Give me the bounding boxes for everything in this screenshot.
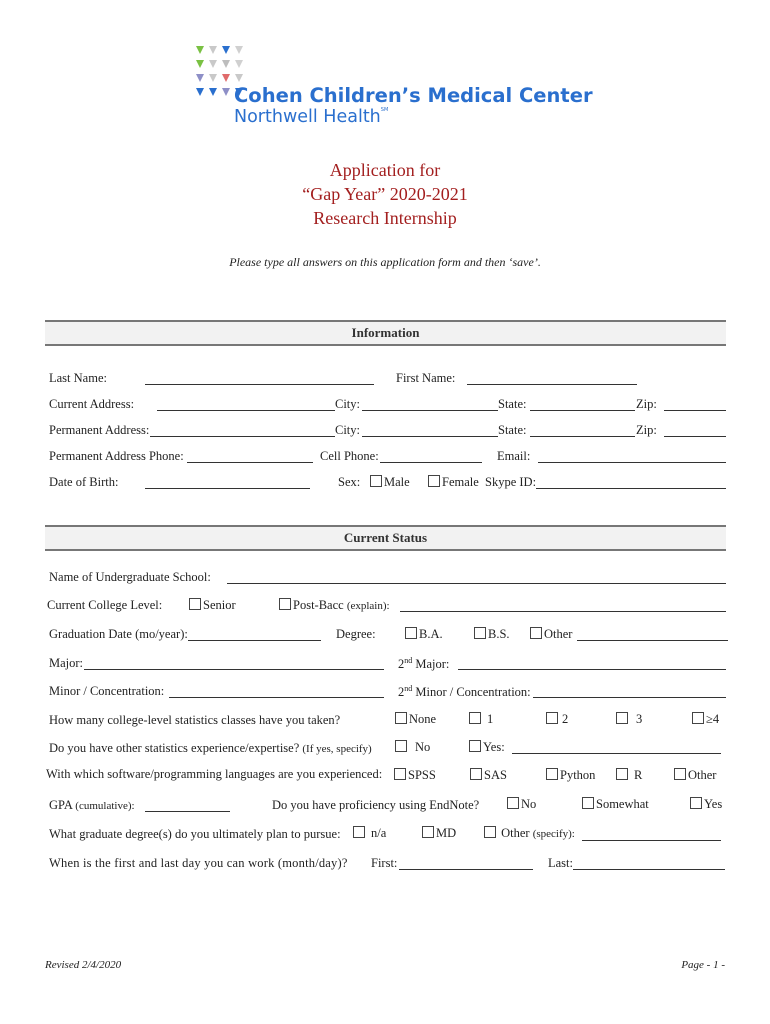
stats-2-label: 2 <box>562 712 569 726</box>
endnote-no-checkbox[interactable] <box>507 797 519 809</box>
stats-1-label: 1 <box>487 712 494 726</box>
software-python-option[interactable] <box>546 768 595 783</box>
major-label: Major: <box>49 656 84 670</box>
skype-label: Skype ID: <box>485 475 537 489</box>
second-major-label <box>398 656 449 672</box>
software-r-label: R <box>634 768 643 782</box>
title-line-3: Research Internship <box>313 208 457 228</box>
minor-label: Minor / Concentration: <box>49 684 165 698</box>
grad-other-note: (specify): <box>532 828 575 840</box>
last-name-label: Last Name: <box>49 371 107 385</box>
endnote-somewhat-checkbox[interactable] <box>582 797 594 809</box>
stats-4-option[interactable] <box>692 712 719 727</box>
title-line-2: “Gap Year” 2020-2021 <box>302 184 468 204</box>
permanent-phone-label: Permanent Address Phone: <box>49 449 184 463</box>
dob-label: Date of Birth: <box>49 475 119 489</box>
logo-name: Cohen Children’s Medical Center <box>234 84 593 107</box>
stats-none-label: None <box>409 712 437 726</box>
endnote-question: Do you have proficiency using EndNote? <box>272 798 480 812</box>
stats-1-checkbox[interactable] <box>469 712 481 724</box>
senior-label: Senior <box>203 598 236 612</box>
degree-other-field[interactable] <box>577 640 728 641</box>
grad-date-field[interactable] <box>188 640 321 641</box>
software-spss-option[interactable] <box>394 768 436 783</box>
grad-other-label: Other <box>501 826 530 840</box>
stats-2-checkbox[interactable] <box>546 712 558 724</box>
software-other-checkbox[interactable] <box>674 768 686 780</box>
software-spss-label: SPSS <box>408 768 436 782</box>
dob-field[interactable] <box>145 488 310 489</box>
software-python-checkbox[interactable] <box>546 768 558 780</box>
degree-ba-label: B.A. <box>419 627 443 641</box>
logo-service-mark: SM <box>380 107 389 113</box>
software-question: With which software/programming languages are you experienced: <box>46 767 383 781</box>
postbacc-option[interactable] <box>279 598 390 613</box>
degree-ba-checkbox[interactable] <box>405 627 417 639</box>
grad-na-label: n/a <box>371 826 387 840</box>
status-header <box>45 525 726 551</box>
experience-no-option[interactable] <box>395 740 430 755</box>
postbacc-label: Post-Bacc <box>293 598 344 612</box>
permanent-phone-field[interactable] <box>187 462 313 463</box>
grad-md-label: MD <box>436 826 457 840</box>
software-r-checkbox[interactable] <box>616 768 628 780</box>
permanent-city-label: City: <box>335 423 361 437</box>
current-city-field[interactable] <box>362 410 498 411</box>
grad-other-checkbox[interactable] <box>484 826 496 838</box>
grad-md-checkbox[interactable] <box>422 826 434 838</box>
current-city-label: City: <box>335 397 361 411</box>
school-label: Name of Undergraduate School: <box>49 570 211 584</box>
senior-checkbox[interactable] <box>189 598 201 610</box>
experience-yes-label: Yes: <box>483 740 505 754</box>
software-other-option[interactable] <box>674 768 716 783</box>
experience-question-text: Do you have other statistics experience/expertise? <box>49 741 300 755</box>
permanent-state-field[interactable] <box>530 436 635 437</box>
permanent-address-label: Permanent Address: <box>49 423 150 437</box>
second-major-text: Major: <box>415 657 450 672</box>
revised-date: Revised 2/4/2020 <box>45 959 122 971</box>
endnote-somewhat-label: Somewhat <box>596 797 649 811</box>
college-level-label: Current College Level: <box>47 598 163 612</box>
degree-ba-option[interactable] <box>405 627 443 642</box>
sex-female-option[interactable] <box>428 475 479 490</box>
work-first-field[interactable] <box>399 869 533 870</box>
postbacc-explain-field[interactable] <box>400 611 726 612</box>
sex-label: Sex: <box>338 475 361 489</box>
stats-4-label: ≥4 <box>706 712 720 726</box>
stats-4-checkbox[interactable] <box>692 712 704 724</box>
second-minor-field[interactable] <box>533 697 726 698</box>
endnote-no-option[interactable] <box>507 797 536 812</box>
skype-field[interactable] <box>536 488 726 489</box>
cell-phone-label: Cell Phone: <box>320 449 379 463</box>
current-state-field[interactable] <box>530 410 635 411</box>
grad-other-field[interactable] <box>582 840 721 841</box>
experience-question <box>49 741 372 756</box>
stats-2-option[interactable] <box>546 712 568 727</box>
stats-3-label: 3 <box>636 712 643 726</box>
current-zip-field[interactable] <box>664 410 726 411</box>
software-other-label: Other <box>688 768 717 782</box>
degree-other-checkbox[interactable] <box>530 627 542 639</box>
last-name-field[interactable] <box>145 384 374 385</box>
postbacc-explain-label: (explain): <box>346 600 390 612</box>
experience-no-label: No <box>415 740 431 754</box>
sex-female-label: Female <box>442 475 479 489</box>
grad-other-option[interactable] <box>484 826 575 841</box>
gpa-field[interactable] <box>145 811 230 812</box>
email-field[interactable] <box>538 462 726 463</box>
software-python-label: Python <box>560 768 596 782</box>
status-header-label: Current Status <box>343 530 428 545</box>
permanent-city-field[interactable] <box>362 436 498 437</box>
stats-none-option[interactable] <box>395 712 436 727</box>
minor-field[interactable] <box>169 697 384 698</box>
sex-female-checkbox[interactable] <box>428 475 440 487</box>
degree-bs-label: B.S. <box>488 627 510 641</box>
second-minor-label <box>398 684 531 700</box>
gpa-label-text: GPA <box>49 798 73 812</box>
software-sas-option[interactable] <box>470 768 507 783</box>
sex-male-checkbox[interactable] <box>370 475 382 487</box>
current-address-field[interactable] <box>157 410 335 411</box>
information-header <box>45 320 726 346</box>
work-last-label: Last: <box>548 856 573 870</box>
stats-3-option[interactable] <box>616 712 642 727</box>
stats-none-checkbox[interactable] <box>395 712 407 724</box>
sex-male-label: Male <box>384 475 410 489</box>
first-name-label: First Name: <box>396 371 456 385</box>
postbacc-checkbox[interactable] <box>279 598 291 610</box>
work-first-label: First: <box>371 856 398 870</box>
endnote-yes-checkbox[interactable] <box>690 797 702 809</box>
first-name-field[interactable] <box>467 384 637 385</box>
current-state-label: State: <box>498 397 527 411</box>
experience-question-note: (If yes, specify) <box>302 743 372 755</box>
endnote-no-label: No <box>521 797 537 811</box>
second-major-ordinal: nd <box>404 656 413 665</box>
grad-md-option[interactable] <box>422 826 456 841</box>
second-minor-text: Minor / Concentration: <box>415 685 531 700</box>
grad-na-option[interactable] <box>353 826 386 841</box>
second-major-number: 2 <box>398 657 405 672</box>
logo <box>194 46 594 126</box>
gpa-label-note: (cumulative): <box>75 800 135 812</box>
endnote-yes-label: Yes <box>704 797 723 811</box>
degree-label: Degree: <box>336 627 376 641</box>
degree-bs-checkbox[interactable] <box>474 627 486 639</box>
permanent-zip-field[interactable] <box>664 436 726 437</box>
major-field[interactable] <box>84 669 384 670</box>
software-spss-checkbox[interactable] <box>394 768 406 780</box>
experience-yes-option[interactable] <box>469 740 505 755</box>
grad-date-label: Graduation Date (mo/year): <box>49 627 188 641</box>
stats-1-option[interactable] <box>469 712 493 727</box>
experience-no-checkbox[interactable] <box>395 740 407 752</box>
email-label: Email: <box>497 449 531 463</box>
stats-question: How many college-level statistics classes have you taken? <box>49 713 341 727</box>
software-sas-checkbox[interactable] <box>470 768 482 780</box>
information-header-label: Information <box>351 325 420 340</box>
second-minor-ordinal: nd <box>404 684 413 693</box>
logo-parent <box>234 107 388 127</box>
current-zip-label: Zip: <box>636 397 657 411</box>
second-major-field[interactable] <box>458 669 726 670</box>
permanent-address-field[interactable] <box>150 436 335 437</box>
experience-yes-checkbox[interactable] <box>469 740 481 752</box>
school-field[interactable] <box>227 583 726 584</box>
page-number: Page - 1 - <box>681 959 725 971</box>
sex-male-option[interactable] <box>370 475 410 490</box>
instructions: Please type all answers on this application form and then ‘save’. <box>229 255 541 269</box>
work-dates-question: When is the first and last day you can work (month/day)? <box>49 856 348 870</box>
experience-yes-field[interactable] <box>512 753 721 754</box>
permanent-zip-label: Zip: <box>636 423 657 437</box>
software-r-option[interactable] <box>616 768 642 783</box>
degree-bs-option[interactable] <box>474 627 510 642</box>
grad-degree-question: What graduate degree(s) do you ultimately plan to pursue: <box>49 827 341 841</box>
work-last-field[interactable] <box>573 869 725 870</box>
degree-other-option[interactable] <box>530 627 572 642</box>
endnote-somewhat-option[interactable] <box>582 797 649 812</box>
cell-phone-field[interactable] <box>380 462 482 463</box>
endnote-yes-option[interactable] <box>690 797 722 812</box>
software-sas-label: SAS <box>484 768 507 782</box>
permanent-state-label: State: <box>498 423 527 437</box>
title-line-1: Application for <box>329 160 441 180</box>
gpa-label <box>49 798 135 813</box>
degree-other-label: Other <box>544 627 573 641</box>
grad-na-checkbox[interactable] <box>353 826 365 838</box>
senior-option[interactable] <box>189 598 236 613</box>
current-address-label: Current Address: <box>49 397 135 411</box>
logo-parent-text: Northwell Health <box>234 107 381 127</box>
second-minor-number: 2 <box>398 685 405 700</box>
stats-3-checkbox[interactable] <box>616 712 628 724</box>
